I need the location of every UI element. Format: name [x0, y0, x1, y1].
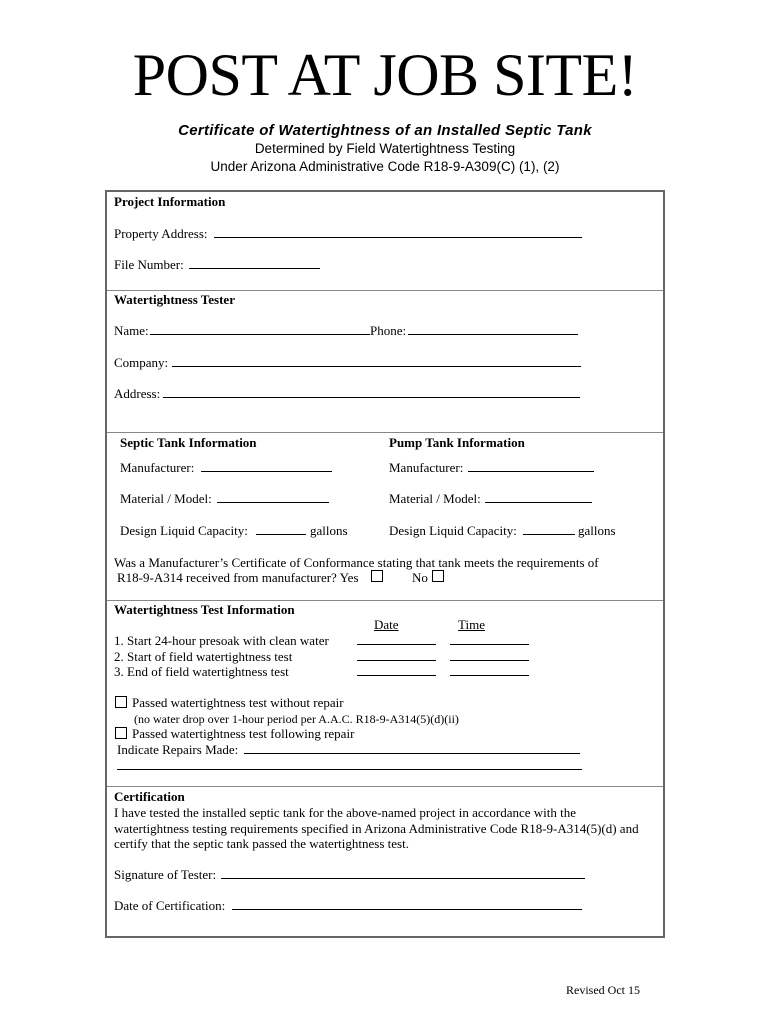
step3-date-field[interactable] — [357, 675, 436, 676]
pump-capacity-unit: gallons — [578, 523, 616, 538]
pump-tank-information-heading: Pump Tank Information — [389, 435, 525, 450]
tester-company-field[interactable] — [172, 366, 581, 367]
certification-text: I have tested the installed septic tank for the above-named project in accordance with the — [114, 805, 577, 820]
septic-material-model-field[interactable] — [217, 502, 329, 503]
date-of-certification-label: Date of Certification: — [114, 898, 226, 913]
septic-capacity-unit: gallons — [310, 523, 348, 538]
septic-capacity-label: Design Liquid Capacity: — [120, 523, 248, 538]
step1-date-field[interactable] — [357, 644, 436, 645]
time-column-header: Time — [458, 617, 485, 632]
step2-date-field[interactable] — [357, 660, 436, 661]
revision-note: Revised Oct 15 — [566, 983, 640, 997]
watertightness-test-heading: Watertightness Test Information — [114, 602, 295, 617]
septic-material-model-label: Material / Model: — [120, 491, 212, 506]
property-address-field[interactable] — [214, 237, 582, 238]
septic-manufacturer-label: Manufacturer: — [120, 460, 195, 475]
signature-of-tester-field[interactable] — [221, 878, 585, 879]
document-title: Certificate of Watertightness of an Installed Septic Tank — [178, 122, 592, 139]
tester-phone-label: Phone: — [370, 323, 407, 338]
certification-heading: Certification — [114, 789, 185, 804]
test-step: 3. End of field watertightness test — [114, 664, 289, 679]
test-step: 1. Start 24-hour presoak with clean water — [114, 633, 329, 648]
date-column-header: Date — [374, 617, 399, 632]
certification-text: certify that the septic tank passed the watertightness test. — [114, 836, 409, 851]
document-code-reference: Under Arizona Administrative Code R18-9-A309(C) (1), (2) — [210, 159, 560, 174]
section-divider — [107, 432, 663, 433]
pump-manufacturer-field[interactable] — [468, 471, 594, 472]
post-at-job-site-banner: POST AT JOB SITE! — [132, 42, 638, 108]
tester-name-field[interactable] — [150, 334, 370, 335]
step3-time-field[interactable] — [450, 675, 529, 676]
conformance-yes-checkbox[interactable] — [371, 570, 383, 582]
septic-tank-information-heading: Septic Tank Information — [120, 435, 257, 450]
file-number-field[interactable] — [189, 268, 320, 269]
septic-capacity-field[interactable] — [256, 534, 306, 535]
pump-capacity-field[interactable] — [523, 534, 575, 535]
conformance-question: Was a Manufacturer’s Certificate of Conformance stating that tank meets the requirements of — [114, 555, 599, 570]
passed-without-repair-label: Passed watertightness test without repair — [132, 695, 344, 710]
property-address-label: Property Address: — [114, 226, 208, 241]
document-subtitle: Determined by Field Watertightness Testing — [254, 141, 516, 156]
tester-company-label: Company: — [114, 355, 169, 370]
passed-without-repair-note: (no water drop over 1-hour period per A.A.C. R18-9-A314(5)(d)(ii) — [134, 712, 459, 726]
repairs-made-label: Indicate Repairs Made: — [117, 742, 239, 757]
tester-address-label: Address: — [114, 386, 161, 401]
signature-of-tester-label: Signature of Tester: — [114, 867, 217, 882]
conformance-no-label: No — [412, 570, 428, 585]
pump-manufacturer-label: Manufacturer: — [389, 460, 464, 475]
test-step: 2. Start of field watertightness test — [114, 649, 293, 664]
tester-address-field[interactable] — [163, 397, 580, 398]
passed-following-repair-checkbox[interactable] — [115, 727, 127, 739]
project-information-heading: Project Information — [114, 194, 226, 209]
section-divider — [107, 290, 663, 291]
file-number-label: File Number: — [114, 257, 184, 272]
section-divider — [107, 600, 663, 601]
section-divider — [107, 786, 663, 787]
pump-material-model-label: Material / Model: — [389, 491, 481, 506]
pump-material-model-field[interactable] — [485, 502, 592, 503]
repairs-made-field-continued[interactable] — [117, 769, 582, 770]
step2-time-field[interactable] — [450, 660, 529, 661]
date-of-certification-field[interactable] — [232, 909, 582, 910]
step1-time-field[interactable] — [450, 644, 529, 645]
passed-without-repair-checkbox[interactable] — [115, 696, 127, 708]
watertightness-tester-heading: Watertightness Tester — [114, 292, 235, 307]
tester-phone-field[interactable] — [408, 334, 578, 335]
conformance-question-continued: R18-9-A314 received from manufacturer? Yes — [117, 570, 359, 585]
conformance-no-checkbox[interactable] — [432, 570, 444, 582]
certification-text: watertightness testing requirements specified in Arizona Administrative Code R18-9-A314(5)(d) and — [114, 821, 639, 836]
tester-name-label: Name: — [114, 323, 149, 338]
passed-following-repair-label: Passed watertightness test following repair — [132, 726, 355, 741]
repairs-made-field[interactable] — [244, 753, 580, 754]
pump-capacity-label: Design Liquid Capacity: — [389, 523, 517, 538]
septic-manufacturer-field[interactable] — [201, 471, 332, 472]
